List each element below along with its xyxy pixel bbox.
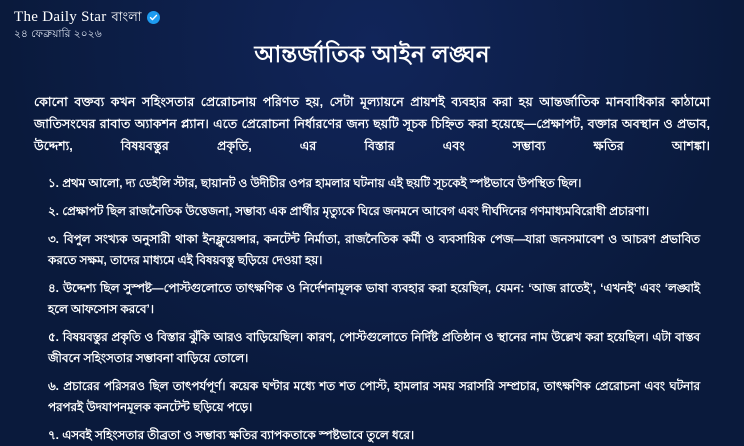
page-title: আন্তর্জাতিক আইন লঙ্ঘন — [254, 41, 490, 67]
list-item: ১. প্রথম আলো, দ্য ডেইলি স্টার, ছায়ানট ও উদীচীর ওপর হামলার ঘটনায় এই ছয়টি সূচকেই স্পষ্টভাবে উপস্থিত ছিল। — [48, 176, 582, 191]
points-list — [48, 173, 700, 446]
intro-paragraph: কোনো বক্তব্য কখন সহিংসতার প্রেরোচনায় পরিণত হয়, সেটা মূল্যায়নে প্রায়শই ব্যবহার করা হয় আন্তর্জাতিক মানবাধিকার কাঠামো জাতিসংঘের রাবাত অ্যাকশন প্ল্যান। এতে প্রেরোচনা নির্ধারণের জন্য ছয়টি সূচক চিহ্নিত করা হয়েছে—প্রেক্ষাপট, বক্তার অবস্থান ও প্রভাব, উদ্দেশ্য, বিষয়বস্তুর প্রকৃতি, এর বিস্তার এবং সম্ভাব্য ক্ষতির আশঙ্কা। — [34, 95, 710, 154]
brand-block — [14, 9, 160, 40]
list-item: ২. প্রেক্ষাপট ছিল রাজনৈতিক উত্তেজনা, সম্ভাব্য এক প্রার্থীর মৃত্যুকে ঘিরে জনমনে আবেগ এবং দীর্ঘদিনের গণমাধ্যমবিরোধী প্রচারণা। — [48, 204, 650, 219]
brand-row — [14, 9, 160, 26]
list-item: ৭. এসবই সহিংসতার তীব্রতা ও সম্ভাব্য ক্ষতির ব্যাপকতাকে স্পষ্টভাবে তুলে ধরে। — [48, 427, 415, 442]
list-item: ৩. বিপুল সংখ্যক অনুসারী থাকা ইনফ্লুয়েন্সার, কনটেন্ট নির্মাতা, রাজনৈতিক কর্মী ও ব্যবসায়িক পেজ—যারা জনসমাবেশ ও আচরণ প্রভাবিত করতে সক্ষম, তাদের মাধ্যমে এই বিষয়বস্তু ছড়িয়ে দেওয়া হয়। — [48, 232, 700, 268]
verified-badge-icon — [147, 11, 160, 24]
brand-name: The Daily Star — [14, 9, 107, 25]
publish-date: ২৪ ফেব্রুয়ারি ২০২৬ — [14, 27, 102, 40]
list-item: ৫. বিষয়বস্তুর প্রকৃতি ও বিস্তার ঝুঁকি আরও বাড়িয়েছিল। কারণ, পোস্টগুলোতে নির্দিষ্ট প্রতিষ্ঠান ও স্থানের নাম উল্লেখ করা হয়েছিল। এটা বাস্তব জীবনে সহিংসতার সম্ভাবনা বাড়িয়ে তোলে। — [48, 330, 700, 365]
list-item: ৬. প্রচারের পরিসরও ছিল তাৎপর্যপূর্ণ। কয়েক ঘণ্টার মধ্যে শত শত পোস্ট, হামলার সময় সরাসরি সম্প্রচার, তাৎক্ষণিক প্রেরোচনা এবং ঘটনার পরপরই উদযাপনমূলক কনটেন্ট ছড়িয়ে পড়ে। — [48, 378, 700, 414]
brand-name-bangla: বাংলা — [111, 9, 142, 25]
list-item: ৪. উদ্দেশ্য ছিল সুস্পষ্ট—পোস্টগুলোতে তাৎক্ষণিক ও নির্দেশনামূলক ভাষা ব্যবহার করা হয়েছিল, যেমন: ‘আজ রাতেই’, ‘এখনই’ এবং ‘লঙ্ঘাই হলে আফসোস করবে’। — [48, 281, 700, 317]
